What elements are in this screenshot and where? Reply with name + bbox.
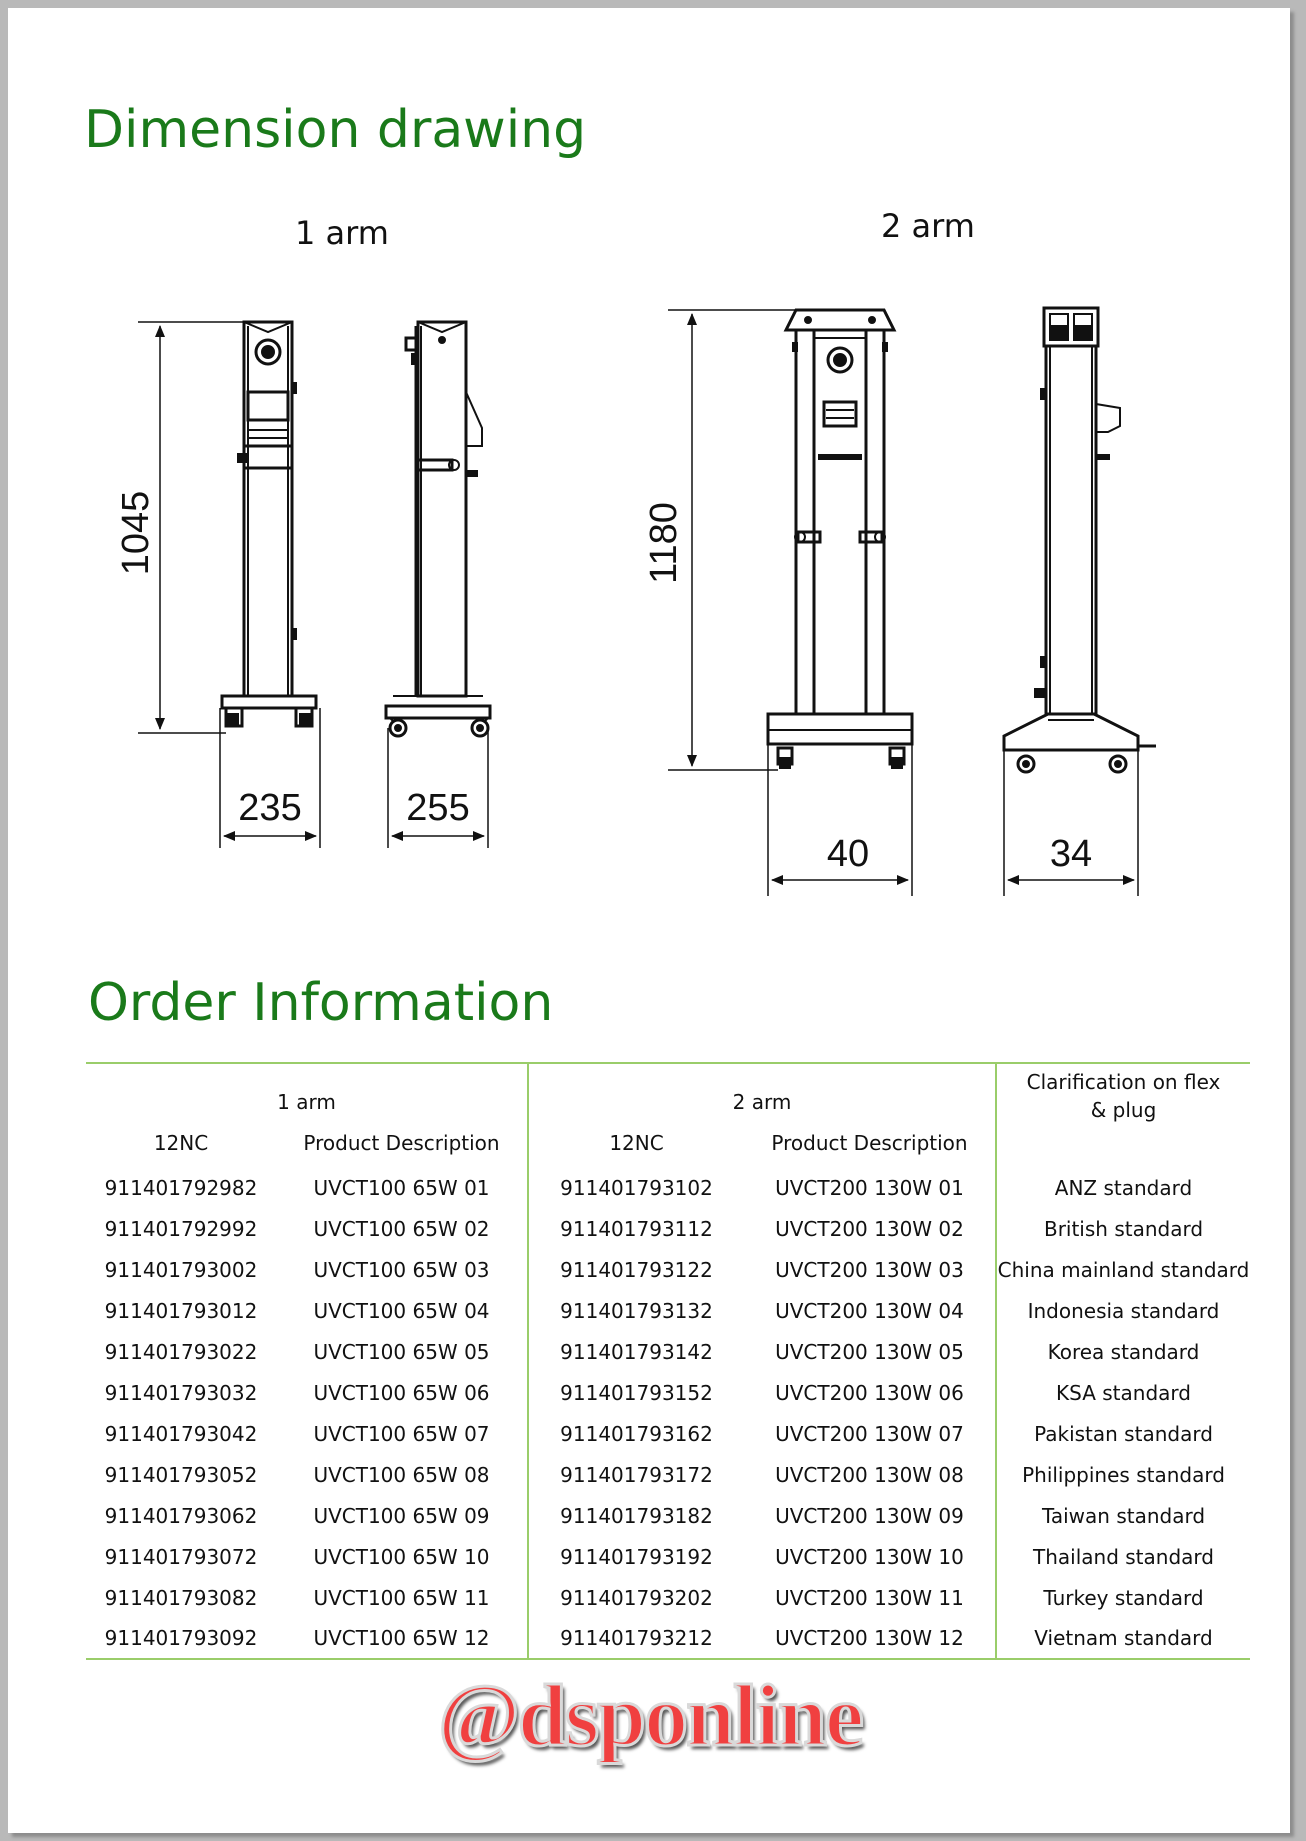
table-row — [86, 1167, 1250, 1208]
plug-standard: Philippines standard — [996, 1454, 1250, 1495]
dimension-drawing — [8, 8, 1290, 928]
one-arm-description: UVCT100 65W 06 — [313, 1380, 490, 1405]
one-arm-front-view — [222, 322, 316, 726]
col-12nc-header: 12NC — [528, 1119, 744, 1167]
table-row — [86, 1577, 1250, 1618]
two-arm-12nc: 911401793102 — [528, 1167, 744, 1208]
plug-standard: Indonesia standard — [996, 1290, 1250, 1331]
plug-standard: Thailand standard — [996, 1536, 1250, 1577]
one-arm-group-header: 1 arm — [277, 1089, 336, 1114]
document-page — [8, 8, 1290, 1833]
table-row — [86, 1372, 1250, 1413]
clarification-header: Clarification on flex & plug — [996, 1063, 1250, 1167]
one-arm-12nc: 911401793082 — [104, 1585, 258, 1610]
one-arm-description: UVCT100 65W 02 — [313, 1216, 490, 1241]
two-arm-side-view — [1004, 308, 1156, 772]
one-arm-description: UVCT100 65W 11 — [313, 1585, 490, 1610]
one-arm-description: UVCT100 65W 09 — [313, 1503, 490, 1528]
one-arm-12nc: 911401792982 — [104, 1175, 258, 1200]
one-arm-drawing-label: 1 arm — [295, 214, 389, 252]
dim-235-label: 235 — [238, 787, 302, 829]
two-arm-12nc: 911401793112 — [528, 1208, 744, 1249]
table-row — [86, 1413, 1250, 1454]
two-arm-12nc: 911401793172 — [528, 1454, 744, 1495]
table-row — [86, 1618, 1250, 1659]
two-arm-drawing-label: 2 arm — [881, 207, 975, 245]
two-arm-12nc: 911401793202 — [528, 1577, 744, 1618]
group-header-row — [86, 1063, 1250, 1119]
table-row — [86, 1536, 1250, 1577]
two-arm-front-view — [768, 310, 912, 768]
one-arm-description: UVCT100 65W 04 — [313, 1298, 490, 1323]
two-arm-description: UVCT200 130W 05 — [775, 1339, 964, 1364]
one-arm-description: UVCT100 65W 07 — [313, 1421, 490, 1446]
one-arm-12nc: 911401793002 — [104, 1257, 258, 1282]
table-row — [86, 1208, 1250, 1249]
dim-255-label: 255 — [406, 787, 470, 829]
dim-40-label: 40 — [826, 833, 870, 875]
one-arm-description: UVCT100 65W 05 — [313, 1339, 490, 1364]
two-arm-description: UVCT200 130W 07 — [775, 1421, 964, 1446]
plug-standard: ANZ standard — [996, 1167, 1250, 1208]
one-arm-description: UVCT100 65W 08 — [313, 1462, 490, 1487]
dimension-drawing-heading: Dimension drawing — [84, 100, 587, 160]
one-arm-12nc: 911401793032 — [104, 1380, 258, 1405]
one-arm-dimensions — [138, 322, 488, 848]
plug-standard: Taiwan standard — [996, 1495, 1250, 1536]
one-arm-description: UVCT100 65W 03 — [313, 1257, 490, 1282]
one-arm-12nc: 911401793022 — [104, 1339, 258, 1364]
two-arm-12nc: 911401793192 — [528, 1536, 744, 1577]
two-arm-description: UVCT200 130W 08 — [775, 1462, 964, 1487]
one-arm-12nc: 911401793072 — [104, 1544, 258, 1569]
two-arm-description: UVCT200 130W 03 — [775, 1257, 964, 1282]
col-12nc-header: 12NC — [153, 1131, 209, 1155]
plug-standard: Vietnam standard — [996, 1618, 1250, 1659]
table-row — [86, 1249, 1250, 1290]
two-arm-group-header: 2 arm — [528, 1063, 996, 1119]
two-arm-12nc: 911401793182 — [528, 1495, 744, 1536]
two-arm-12nc: 911401793132 — [528, 1290, 744, 1331]
two-arm-description: UVCT200 130W 06 — [775, 1380, 964, 1405]
one-arm-description: UVCT100 65W 12 — [313, 1626, 490, 1650]
plug-standard: British standard — [996, 1208, 1250, 1249]
two-arm-description: UVCT200 130W 01 — [775, 1175, 964, 1200]
table-row — [86, 1495, 1250, 1536]
two-arm-12nc: 911401793152 — [528, 1372, 744, 1413]
one-arm-12nc: 911401793092 — [104, 1626, 258, 1650]
one-arm-description: UVCT100 65W 01 — [313, 1175, 490, 1200]
two-arm-description: UVCT200 130W 11 — [775, 1585, 964, 1610]
two-arm-description: UVCT200 130W 10 — [775, 1544, 964, 1569]
two-arm-12nc: 911401793122 — [528, 1249, 744, 1290]
one-arm-description: UVCT100 65W 10 — [313, 1544, 490, 1569]
two-arm-12nc: 911401793162 — [528, 1413, 744, 1454]
plug-standard: Pakistan standard — [996, 1413, 1250, 1454]
one-arm-12nc: 911401793062 — [104, 1503, 258, 1528]
one-arm-12nc: 911401792992 — [104, 1216, 258, 1241]
two-arm-description: UVCT200 130W 12 — [775, 1626, 964, 1650]
col-description-header: Product Description — [303, 1131, 500, 1155]
table-row — [86, 1454, 1250, 1495]
table-row — [86, 1290, 1250, 1331]
order-table — [86, 1062, 1250, 1660]
two-arm-12nc: 911401793212 — [528, 1618, 744, 1659]
two-arm-12nc: 911401793142 — [528, 1331, 744, 1372]
plug-standard: KSA standard — [996, 1372, 1250, 1413]
watermark-text: @dsponline — [438, 1668, 862, 1765]
plug-standard: Korea standard — [996, 1331, 1250, 1372]
order-information-heading: Order Information — [88, 973, 554, 1033]
one-arm-12nc: 911401793052 — [104, 1462, 258, 1487]
two-arm-description: UVCT200 130W 02 — [775, 1216, 964, 1241]
two-arm-description: UVCT200 130W 09 — [775, 1503, 964, 1528]
table-row — [86, 1331, 1250, 1372]
dim-1045-label: 1045 — [115, 490, 157, 576]
dim-1180-label: 1180 — [643, 502, 685, 584]
col-description-header: Product Description — [771, 1131, 968, 1155]
one-arm-side-view — [386, 322, 490, 736]
two-arm-dimensions — [668, 310, 1138, 896]
one-arm-12nc: 911401793042 — [104, 1421, 258, 1446]
two-arm-description: UVCT200 130W 04 — [775, 1298, 964, 1323]
plug-standard: Turkey standard — [996, 1577, 1250, 1618]
plug-standard: China mainland standard — [996, 1249, 1250, 1290]
one-arm-12nc: 911401793012 — [104, 1298, 258, 1323]
dim-34-label: 34 — [1049, 833, 1093, 875]
